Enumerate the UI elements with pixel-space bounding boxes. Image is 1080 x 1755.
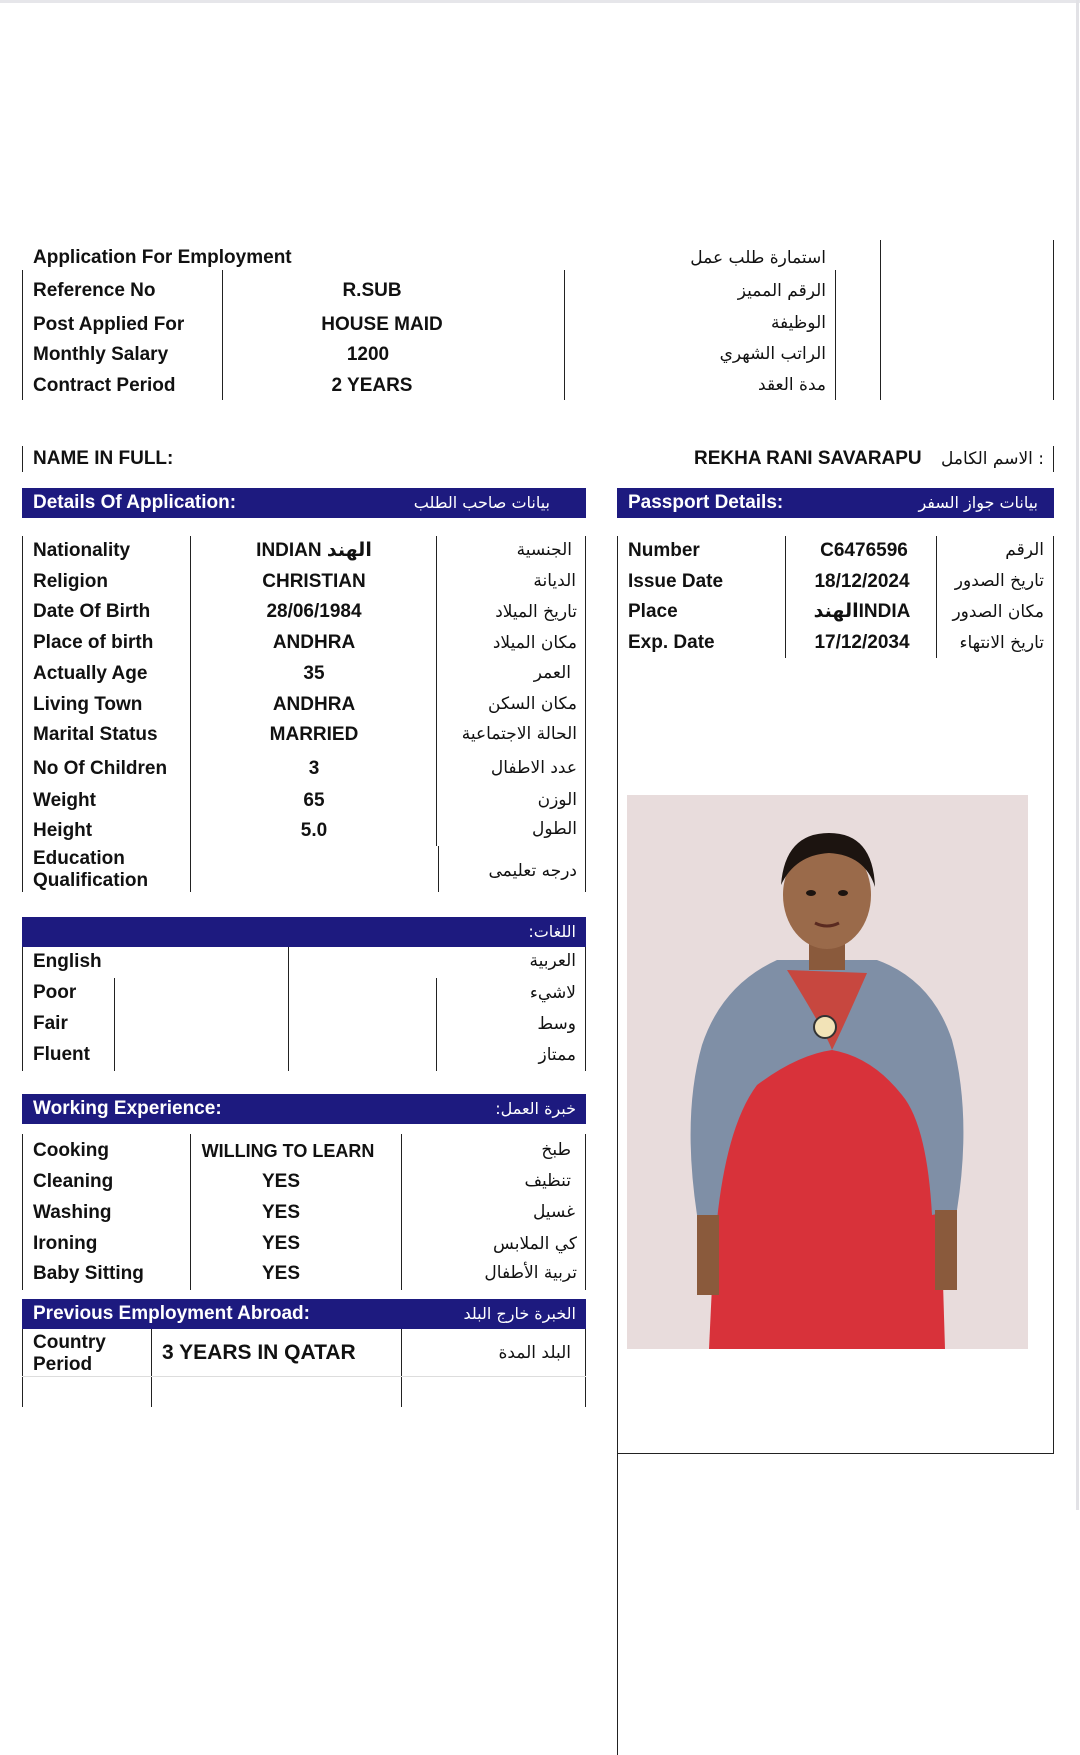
abroad-divider-2 xyxy=(401,1329,402,1407)
passport-number-label-arabic: الرقم xyxy=(1005,540,1044,560)
abroad-value: 3 YEARS IN QATAR xyxy=(162,1341,356,1364)
experience-title: Working Experience: xyxy=(33,1098,222,1119)
children-value: 3 xyxy=(308,758,320,779)
poor-label: Poor xyxy=(33,982,77,1003)
details-title: Details Of Application: xyxy=(33,492,237,513)
children-label: No Of Children xyxy=(33,758,168,779)
languages-divider-3 xyxy=(436,978,437,1071)
height-value: 5.0 xyxy=(300,820,328,841)
issue-date-value: 18/12/2024 xyxy=(814,571,910,592)
education-label-arabic: درجه تعليمى xyxy=(488,861,577,881)
weight-label: Weight xyxy=(33,790,96,811)
cooking-label-arabic: طبخ xyxy=(541,1140,571,1160)
poor-label-arabic: لاشيء xyxy=(529,983,576,1003)
passport-divider-1 xyxy=(785,536,786,658)
salary-label-arabic: الراتب الشهري xyxy=(719,344,826,364)
header-divider-2 xyxy=(564,270,565,400)
reference-label-arabic: الرقم المميز xyxy=(737,281,826,301)
application-title-arabic: استمارة طلب عمل xyxy=(690,248,826,268)
header-divider-4 xyxy=(880,240,881,400)
details-title-arabic: بيانات صاحب الطلب xyxy=(413,493,550,512)
experience-divider-2 xyxy=(401,1134,402,1290)
washing-label-arabic: غسيل xyxy=(532,1202,575,1222)
header-border-left xyxy=(22,270,23,400)
arabic-label: العربية xyxy=(529,951,576,971)
fluent-label-arabic: ممتاز xyxy=(538,1045,576,1065)
cleaning-value: YES xyxy=(261,1171,301,1192)
town-value: ANDHRA xyxy=(272,694,356,715)
age-value: 35 xyxy=(303,663,325,684)
details-divider-1 xyxy=(190,536,191,892)
contract-label: Contract Period xyxy=(33,375,176,396)
birthplace-label: Place of birth xyxy=(33,632,154,653)
issue-place-value: الهندINDIA xyxy=(813,601,911,622)
experience-divider-1 xyxy=(190,1134,191,1290)
applicant-photo xyxy=(627,795,1028,1349)
religion-label: Religion xyxy=(33,571,108,592)
birthplace-label-arabic: مكان الميلاد xyxy=(492,633,577,653)
babysitting-label-arabic: تربية الأطفال xyxy=(484,1263,577,1283)
languages-header-bar xyxy=(22,917,586,947)
fair-label: Fair xyxy=(33,1013,68,1034)
top-edge xyxy=(0,0,1080,3)
marital-value: MARRIED xyxy=(269,724,359,745)
languages-title-arabic: اللغات: xyxy=(528,922,576,941)
experience-header-bar xyxy=(22,1094,586,1124)
age-label: Actually Age xyxy=(33,663,148,684)
header-divider-1 xyxy=(222,270,223,400)
expiry-date-label-arabic: تاريخ الانتهاء xyxy=(959,633,1044,653)
reference-value: R.SUB xyxy=(342,280,402,301)
cleaning-label: Cleaning xyxy=(33,1171,114,1192)
passport-border-right xyxy=(1053,536,1054,1454)
english-label: English xyxy=(33,951,102,972)
issue-date-label-arabic: تاريخ الصدور xyxy=(954,571,1044,591)
contract-label-arabic: مدة العقد xyxy=(758,375,826,395)
salary-value: 1200 xyxy=(346,344,390,365)
abroad-divider-1 xyxy=(151,1329,152,1407)
education-label: Education Qualification xyxy=(33,848,149,891)
babysitting-value: YES xyxy=(261,1263,301,1284)
marital-label-arabic: الحالة الاجتماعية xyxy=(461,724,577,744)
contract-value: 2 YEARS xyxy=(331,375,413,396)
cooking-label: Cooking xyxy=(33,1140,109,1161)
issue-date-label: Issue Date xyxy=(628,571,724,592)
application-title: Application For Employment xyxy=(33,247,292,268)
languages-border-right xyxy=(585,947,586,1071)
weight-value: 65 xyxy=(303,790,325,811)
expiry-date-label: Exp. Date xyxy=(628,632,715,653)
name-border-left xyxy=(22,446,23,472)
dob-value: 28/06/1984 xyxy=(266,601,362,622)
nationality-label: Nationality xyxy=(33,540,131,561)
passport-title: Passport Details: xyxy=(628,492,784,513)
birthplace-value: ANDHRA xyxy=(272,632,356,653)
height-label-arabic: الطول xyxy=(532,819,577,839)
salary-label: Monthly Salary xyxy=(33,344,169,365)
abroad-border-left xyxy=(22,1329,23,1407)
height-label: Height xyxy=(33,820,93,841)
name-label: NAME IN FULL: xyxy=(33,448,174,469)
details-divider-2b xyxy=(438,846,439,892)
nationality-value: INDIAN الهند xyxy=(256,540,372,561)
expiry-date-value: 17/12/2034 xyxy=(814,632,910,653)
religion-value: CHRISTIAN xyxy=(262,571,366,592)
passport-border-bottom xyxy=(617,1453,1054,1454)
post-label: Post Applied For xyxy=(33,314,185,335)
babysitting-label: Baby Sitting xyxy=(33,1263,144,1284)
nationality-label-arabic: الجنسية xyxy=(516,540,572,560)
weight-label-arabic: الوزن xyxy=(537,790,577,810)
dob-label-arabic: تاريخ الميلاد xyxy=(495,602,577,622)
languages-divider-1 xyxy=(288,947,289,1071)
passport-number-label: Number xyxy=(628,540,700,561)
cleaning-label-arabic: تنظيف xyxy=(524,1171,571,1191)
details-header-bar xyxy=(22,488,586,518)
abroad-header-bar xyxy=(22,1299,586,1329)
passport-border-left xyxy=(617,536,618,1755)
applicant-portrait-icon xyxy=(627,795,1028,1349)
washing-label: Washing xyxy=(33,1202,112,1223)
abroad-border-right xyxy=(585,1329,586,1407)
passport-header-bar xyxy=(617,488,1054,518)
cooking-value: WILLING TO LEARN xyxy=(201,1141,375,1161)
details-divider-2 xyxy=(436,536,437,846)
dob-label: Date Of Birth xyxy=(33,601,151,622)
passport-divider-2 xyxy=(936,536,937,658)
post-value: HOUSE MAID xyxy=(321,314,443,335)
abroad-row-divider xyxy=(22,1376,586,1377)
religion-label-arabic: الديانة xyxy=(533,571,576,591)
languages-border-left xyxy=(22,947,23,1071)
abroad-label-arabic: البلد المدة xyxy=(498,1343,571,1363)
fair-label-arabic: وسط xyxy=(537,1014,576,1034)
right-edge xyxy=(1076,0,1079,1510)
children-label-arabic: عدد الاطفال xyxy=(490,758,577,778)
ironing-label-arabic: كي الملابس xyxy=(493,1234,577,1254)
abroad-title: Previous Employment Abroad: xyxy=(33,1303,310,1324)
abroad-title-arabic: الخبرة خارج البلد xyxy=(463,1304,576,1323)
experience-border-right xyxy=(585,1134,586,1290)
town-label: Living Town xyxy=(33,694,143,715)
reference-label: Reference No xyxy=(33,280,156,301)
marital-label: Marital Status xyxy=(33,724,158,745)
languages-divider-2 xyxy=(114,978,115,1071)
ironing-value: YES xyxy=(261,1233,301,1254)
age-label-arabic: العمر xyxy=(533,663,571,683)
experience-border-left xyxy=(22,1134,23,1290)
ironing-label: Ironing xyxy=(33,1233,98,1254)
header-border-right xyxy=(1053,240,1054,400)
passport-title-arabic: بيانات جواز السفر xyxy=(918,493,1038,512)
washing-value: YES xyxy=(261,1202,301,1223)
details-border-right xyxy=(585,536,586,892)
passport-number-value: C6476596 xyxy=(820,540,908,561)
name-border-right xyxy=(1053,446,1054,472)
issue-place-label-arabic: مكان الصدور xyxy=(952,602,1044,622)
post-label-arabic: الوظيفة xyxy=(770,313,826,333)
abroad-label: Country Period xyxy=(33,1332,106,1375)
header-divider-3 xyxy=(835,270,836,400)
town-label-arabic: مكان السكن xyxy=(488,694,577,714)
details-border-left xyxy=(22,536,23,892)
name-label-arabic: : الاسم الكامل xyxy=(941,449,1044,469)
experience-title-arabic: خبرة العمل: xyxy=(495,1099,576,1118)
fluent-label: Fluent xyxy=(33,1044,90,1065)
name-value: REKHA RANI SAVARAPU xyxy=(694,448,922,469)
issue-place-label: Place xyxy=(628,601,678,622)
